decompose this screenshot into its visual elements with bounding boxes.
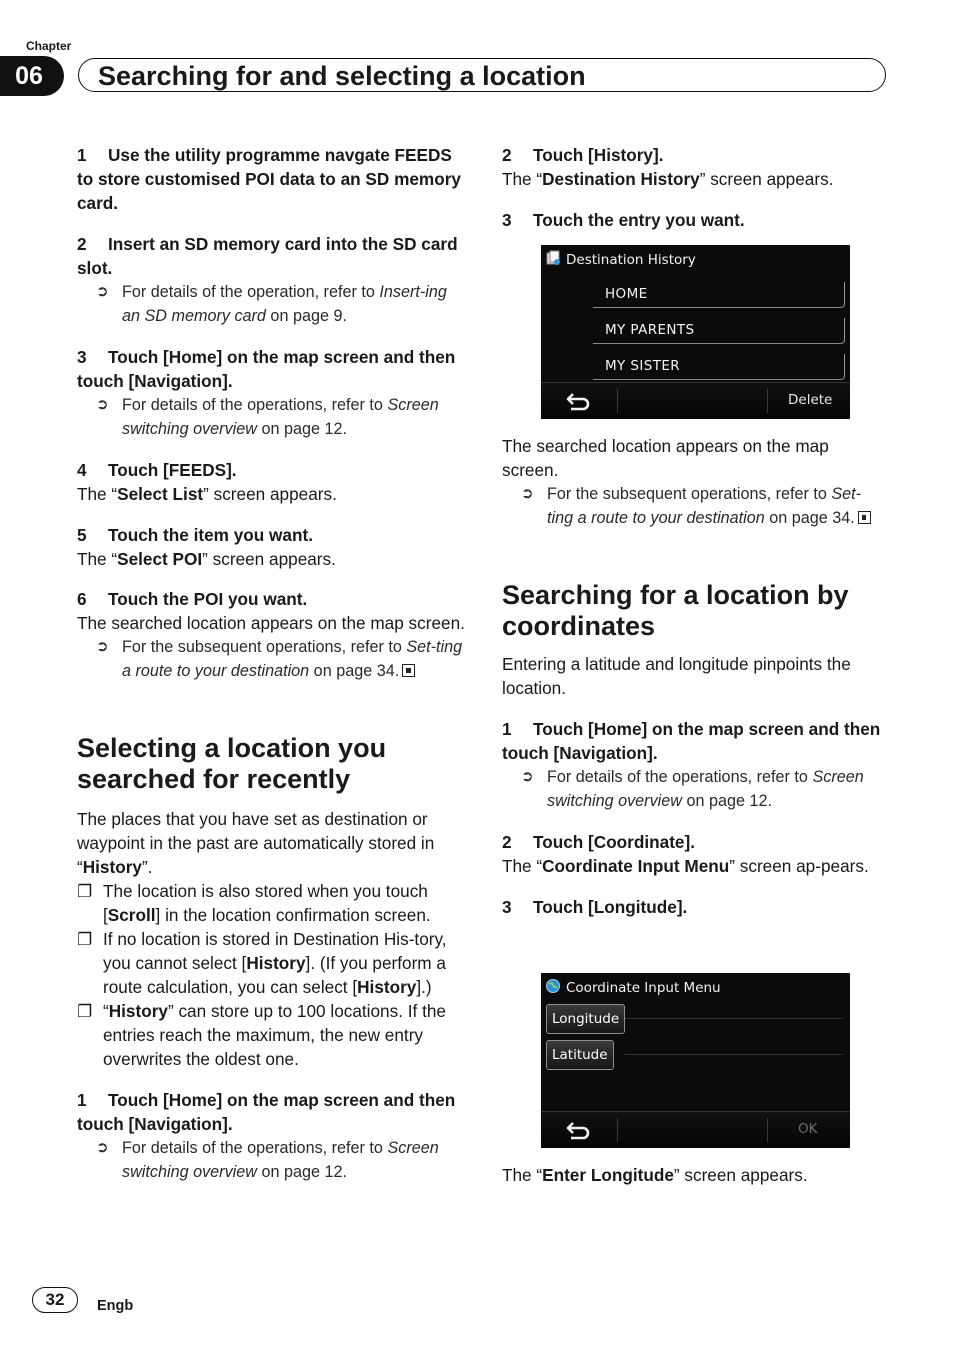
section-title-recent: Selecting a location you searched for recently bbox=[77, 733, 387, 794]
end-mark-icon bbox=[402, 664, 415, 677]
bottom-bar bbox=[541, 382, 850, 419]
arrow-icon: ➲ bbox=[521, 485, 534, 502]
coord-final-result: The “Enter Longitude” screen appears. bbox=[502, 1165, 808, 1185]
history-icon bbox=[545, 250, 561, 266]
history-item-label: HOME bbox=[605, 286, 648, 302]
back-arrow-icon[interactable] bbox=[565, 390, 593, 412]
longitude-button[interactable]: Longitude bbox=[546, 1004, 625, 1034]
history-item-label: MY PARENTS bbox=[605, 322, 695, 338]
coord-step-2: 2 Touch [Coordinate]. bbox=[502, 832, 695, 852]
right-column-bottom bbox=[502, 1163, 887, 1187]
step-4: 4 Touch [FEEDS]. bbox=[77, 460, 237, 480]
coord-step-1: 1 Touch [Home] on the map screen and then touch [Navigation]. bbox=[502, 719, 881, 763]
history-result: The searched location appears on the map screen. bbox=[502, 436, 829, 480]
bullet-3: ❐ “History” can store up to 100 locations. If the entries reach the maximum, the new entry overwrites the oldest one. bbox=[77, 1001, 446, 1069]
note-step-3: ➲ For details of the operations, refer to Screen switching overview on page 12. bbox=[77, 393, 467, 441]
section-title-coordinates: Searching for a location by coordinates bbox=[502, 580, 849, 641]
step-5-result: The “Select POI” screen appears. bbox=[77, 549, 336, 569]
chapter-label: Chapter bbox=[26, 39, 72, 53]
note-recent-step-1: ➲ For details of the operations, refer to Screen switching overview on page 12. bbox=[77, 1136, 467, 1184]
right-column-middle bbox=[502, 434, 887, 919]
step-6-result: The searched location appears on the map screen. bbox=[77, 613, 465, 633]
page-number: 32 bbox=[32, 1287, 78, 1313]
arrow-icon: ➲ bbox=[96, 1139, 109, 1156]
step-4-result: The “Select List” screen appears. bbox=[77, 484, 337, 504]
note-step-2: ➲ For details of the operation, refer to Insert-ing an SD memory card on page 9. bbox=[77, 280, 467, 328]
chapter-title: Searching for and selecting a location bbox=[98, 61, 586, 91]
step-3: 3 Touch [Home] on the map screen and then touch [Navigation]. bbox=[77, 347, 456, 391]
chapter-number: 06 bbox=[0, 56, 64, 96]
arrow-icon: ➲ bbox=[521, 768, 534, 785]
recent-step-1: 1 Touch [Home] on the map screen and then touch [Navigation]. bbox=[77, 1090, 456, 1134]
latitude-button[interactable]: Latitude bbox=[546, 1040, 614, 1070]
checkbox-bullet-icon: ❐ bbox=[77, 881, 93, 901]
checkbox-bullet-icon: ❐ bbox=[77, 1001, 93, 1021]
arrow-icon: ➲ bbox=[96, 283, 109, 300]
arrow-icon: ➲ bbox=[96, 396, 109, 413]
ok-button[interactable]: OK bbox=[798, 1121, 818, 1137]
checkbox-bullet-icon: ❐ bbox=[77, 929, 93, 949]
coord-step-3: 3 Touch [Longitude]. bbox=[502, 897, 688, 917]
note-step-6: ➲ For the subsequent operations, refer to Set-ting a route to your destination on page 34. bbox=[77, 635, 467, 683]
language-code: Engb bbox=[97, 1298, 134, 1314]
history-step-2-result: The “Destination History” screen appears. bbox=[502, 169, 834, 189]
bullet-2: ❐ If no location is stored in Destination His-tory, you cannot select [History]. (If you perform a route calculation, you can select [History].) bbox=[77, 929, 447, 997]
history-step-2: 2 Touch [History]. bbox=[502, 145, 664, 165]
destination-history-screen bbox=[541, 245, 850, 419]
left-column bbox=[77, 143, 467, 1184]
section-intro-recent: The places that you have set as destination or waypoint in the past are automatically stored in “History”. bbox=[77, 809, 435, 877]
note-coord-step-1: ➲ For details of the operations, refer to Screen switching overview on page 12. bbox=[502, 765, 887, 813]
screen-title: Destination History bbox=[566, 252, 696, 268]
step-6: 6 Touch the POI you want. bbox=[77, 589, 308, 609]
screen-title: Coordinate Input Menu bbox=[566, 980, 721, 996]
step-5: 5 Touch the item you want. bbox=[77, 525, 313, 545]
globe-icon bbox=[545, 978, 561, 994]
bottom-bar bbox=[541, 1111, 850, 1148]
step-2: 2 Insert an SD memory card into the SD card slot. bbox=[77, 234, 458, 278]
right-column-top bbox=[502, 143, 887, 232]
arrow-icon: ➲ bbox=[96, 638, 109, 655]
end-mark-icon bbox=[858, 511, 871, 524]
history-step-3: 3 Touch the entry you want. bbox=[502, 210, 745, 230]
coordinate-input-menu-screen bbox=[541, 973, 850, 1148]
bullet-1: ❐ The location is also stored when you touch [Scroll] in the location confirmation screen. bbox=[77, 881, 431, 925]
step-1: 1 Use the utility programme navgate FEEDS to store customised POI data to an SD memory card. bbox=[77, 145, 461, 213]
section-intro-coordinates: Entering a latitude and longitude pinpoints the location. bbox=[502, 654, 851, 698]
coord-step-2-result: The “Coordinate Input Menu” screen ap-pears. bbox=[502, 856, 869, 876]
back-arrow-icon[interactable] bbox=[565, 1119, 593, 1141]
history-item-label: MY SISTER bbox=[605, 358, 681, 374]
delete-button[interactable]: Delete bbox=[788, 392, 833, 408]
note-history-result: ➲ For the subsequent operations, refer to Set-ting a route to your destination on page 34. bbox=[502, 482, 887, 530]
